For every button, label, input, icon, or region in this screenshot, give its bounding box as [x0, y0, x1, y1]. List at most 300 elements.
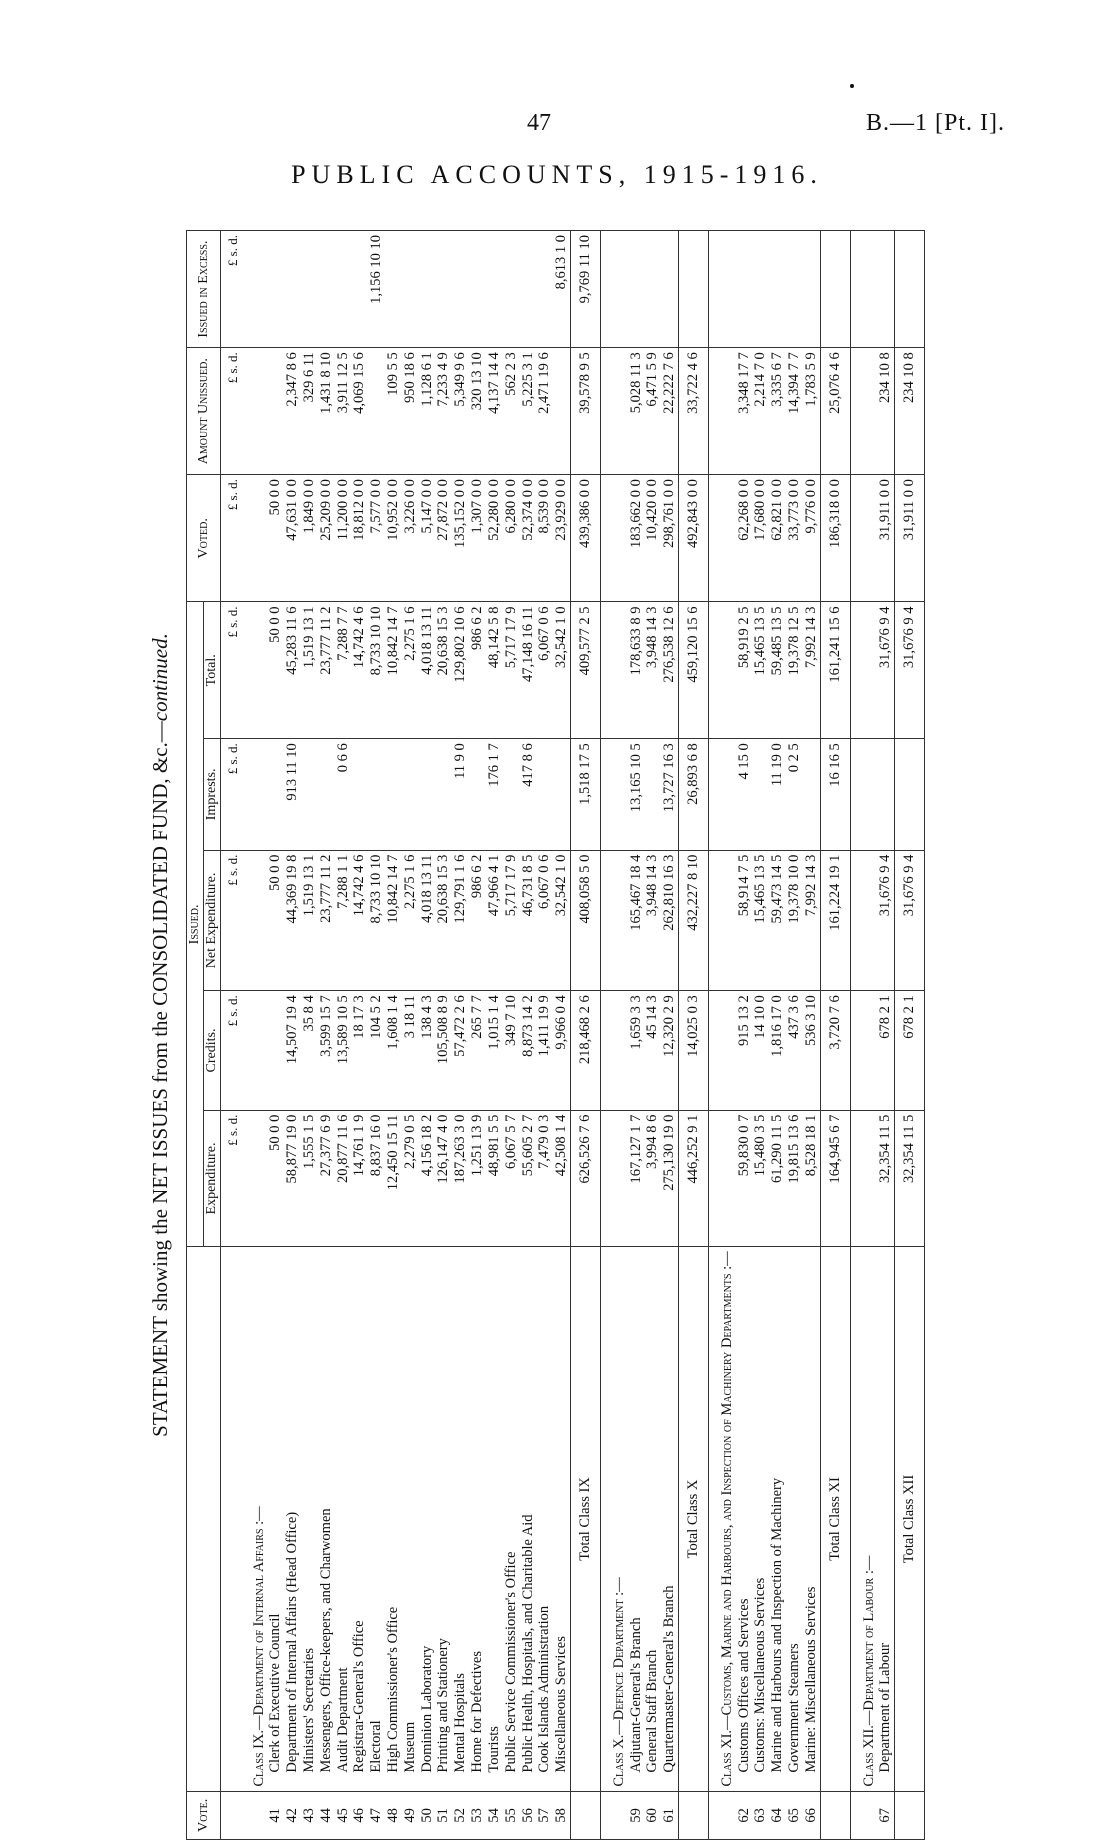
- amount-uns: 5,028 11 3: [628, 348, 645, 475]
- vote-description: Tourists: [486, 1247, 503, 1791]
- amount-imp: [877, 739, 894, 850]
- vote-number: 54: [486, 1791, 503, 1839]
- total-exc: [895, 231, 925, 348]
- amount-tot: 5,717 17 9: [503, 602, 520, 739]
- amount-exc: [301, 231, 318, 348]
- total-exp: 32,354 11 5: [895, 1110, 925, 1247]
- units-exp: £ s. d.: [221, 1110, 241, 1247]
- total-imp: 26,893 6 8: [679, 739, 709, 850]
- vote-description: Government Steamers: [786, 1247, 803, 1791]
- units-net: £ s. d.: [221, 850, 241, 991]
- heading-blank: [600, 1110, 627, 1247]
- amount-exc: [769, 231, 786, 348]
- vote-description: Public Health, Hospitals, and Charitable Aid: [520, 1247, 537, 1791]
- heading-blank: [241, 739, 268, 850]
- class-total-row: [570, 231, 600, 1840]
- total-vote: [895, 1791, 925, 1839]
- amount-vot: 5,147 0 0: [419, 475, 436, 602]
- heading-blank: [241, 348, 268, 475]
- amount-tot: 50 0 0: [267, 602, 284, 739]
- amount-vot: 23,929 0 0: [553, 475, 570, 602]
- amount-cred: 678 2 1: [877, 991, 894, 1110]
- total-net: 408,058 5 0: [570, 850, 600, 991]
- amount-exp: 32,354 11 5: [877, 1110, 894, 1247]
- amount-uns: 22,222 7 6: [661, 348, 678, 475]
- class-total-row: [895, 231, 925, 1840]
- heading-blank: [241, 1110, 268, 1247]
- amount-uns: 562 2 3: [503, 348, 520, 475]
- heading-vote: [708, 1791, 735, 1839]
- amount-uns: [553, 348, 570, 475]
- amount-tot: 48,142 5 8: [486, 602, 503, 739]
- units-vote: [221, 1791, 241, 1839]
- amount-uns: 320 13 10: [469, 348, 486, 475]
- amount-exp: 19,815 13 6: [786, 1110, 803, 1247]
- amount-vot: 33,773 0 0: [786, 475, 803, 602]
- heading-blank: [850, 348, 877, 475]
- page-title: PUBLIC ACCOUNTS, 1915-1916.: [291, 160, 823, 189]
- amount-exp: 275,130 19 0: [661, 1110, 678, 1247]
- amount-vot: 10,952 0 0: [385, 475, 402, 602]
- vote-description: Adjutant-General's Branch: [628, 1247, 645, 1791]
- class-heading: Class XI.—Customs, Marine and Harbours, and Inspection of Machinery Departments :—: [708, 1247, 735, 1791]
- amount-exc: 8,613 1 0: [553, 231, 570, 348]
- amount-tot: 276,538 12 6: [661, 602, 678, 739]
- table-row: [644, 231, 661, 1840]
- amount-exc: [318, 231, 335, 348]
- heading-blank: [708, 850, 735, 991]
- amount-tot: 59,485 13 5: [769, 602, 786, 739]
- amount-exc: 1,156 10 10: [368, 231, 385, 348]
- class-heading-row: [850, 231, 877, 1840]
- amount-vot: 31,911 0 0: [877, 475, 894, 602]
- table-row: [435, 231, 452, 1840]
- amount-cred: 18 17 3: [351, 991, 368, 1110]
- amount-net: 1,519 13 1: [301, 850, 318, 991]
- total-vot: 492,843 0 0: [679, 475, 709, 602]
- table-row: [368, 231, 385, 1840]
- total-exp: 446,252 9 1: [679, 1110, 709, 1247]
- heading-blank: [708, 602, 735, 739]
- amount-tot: 10,842 14 7: [385, 602, 402, 739]
- total-uns: 33,722 4 6: [679, 348, 709, 475]
- amount-imp: [385, 739, 402, 850]
- heading-blank: [708, 1110, 735, 1247]
- amount-net: 129,791 1 6: [452, 850, 469, 991]
- total-tot: 31,676 9 4: [895, 602, 925, 739]
- vote-number: 59: [628, 1791, 645, 1839]
- vote-number: 49: [402, 1791, 419, 1839]
- vote-description: Museum: [402, 1247, 419, 1791]
- heading-blank: [241, 991, 268, 1110]
- amount-vot: 11,200 0 0: [335, 475, 352, 602]
- vote-description: Ministers' Secretaries: [301, 1247, 318, 1791]
- heading-blank: [241, 850, 268, 991]
- amount-vot: 183,662 0 0: [628, 475, 645, 602]
- amount-vot: 7,577 0 0: [368, 475, 385, 602]
- amount-net: 262,810 16 3: [661, 850, 678, 991]
- table-row: [503, 231, 520, 1840]
- heading-blank: [600, 231, 627, 348]
- heading-blank: [850, 231, 877, 348]
- amount-cred: [267, 991, 284, 1110]
- total-exc: 9,769 11 10: [570, 231, 600, 348]
- amount-exc: [877, 231, 894, 348]
- amount-imp: 11 19 0: [769, 739, 786, 850]
- vote-description: Registrar-General's Office: [351, 1247, 368, 1791]
- vote-number: 64: [769, 1791, 786, 1839]
- col-voted: Voted.: [187, 475, 221, 602]
- vote-number: 58: [553, 1791, 570, 1839]
- table-row: [661, 231, 678, 1840]
- amount-cred: 12,320 2 9: [661, 991, 678, 1110]
- amount-uns: 2,347 8 6: [284, 348, 301, 475]
- amount-uns: [267, 348, 284, 475]
- amount-vot: 62,268 0 0: [736, 475, 753, 602]
- amount-tot: 7,992 14 3: [803, 602, 820, 739]
- units-imp: £ s. d.: [221, 739, 241, 850]
- total-cred: 14,025 0 3: [679, 991, 709, 1110]
- total-label: Total Class XI: [820, 1247, 850, 1791]
- heading-blank: [600, 991, 627, 1110]
- amount-vot: 62,821 0 0: [769, 475, 786, 602]
- amount-exp: 12,450 15 11: [385, 1110, 402, 1247]
- heading-blank: [600, 739, 627, 850]
- amount-net: 59,473 14 5: [769, 850, 786, 991]
- amount-uns: 6,471 5 9: [644, 348, 661, 475]
- table-row: [419, 231, 436, 1840]
- amount-tot: 19,378 12 5: [786, 602, 803, 739]
- table-row: [553, 231, 570, 1840]
- vote-number: 67: [877, 1791, 894, 1839]
- amount-exp: 4,156 18 2: [419, 1110, 436, 1247]
- units-exc: £ s. d.: [221, 231, 241, 348]
- amount-uns: 4,069 15 6: [351, 348, 368, 475]
- amount-net: 8,733 10 10: [368, 850, 385, 991]
- amount-cred: 3,599 15 7: [318, 991, 335, 1110]
- amount-exc: [786, 231, 803, 348]
- amount-tot: 7,288 7 7: [335, 602, 352, 739]
- heading-blank: [708, 231, 735, 348]
- heading-blank: [708, 991, 735, 1110]
- amount-vot: 25,209 0 0: [318, 475, 335, 602]
- amount-exc: [628, 231, 645, 348]
- total-vot: 439,386 0 0: [570, 475, 600, 602]
- amount-imp: [644, 739, 661, 850]
- class-total-row: [820, 231, 850, 1840]
- amount-exp: 50 0 0: [267, 1110, 284, 1247]
- amount-vot: 9,776 0 0: [803, 475, 820, 602]
- amount-imp: 176 1 7: [486, 739, 503, 850]
- vote-description: Cook Islands Administration: [536, 1247, 553, 1791]
- amount-tot: 58,919 2 5: [736, 602, 753, 739]
- amount-tot: 31,676 9 4: [877, 602, 894, 739]
- heading-vote: [600, 1791, 627, 1839]
- amount-tot: 15,465 13 5: [752, 602, 769, 739]
- heading-vote: [850, 1791, 877, 1839]
- table-row: [351, 231, 368, 1840]
- vote-number: 47: [368, 1791, 385, 1839]
- class-heading-row: [708, 231, 735, 1840]
- amount-uns: 234 10 8: [877, 348, 894, 475]
- amount-tot: 14,742 4 6: [351, 602, 368, 739]
- amount-exc: [803, 231, 820, 348]
- amount-exc: [520, 231, 537, 348]
- total-exp: 626,526 7 6: [570, 1110, 600, 1247]
- amount-cred: 1,659 3 3: [628, 991, 645, 1110]
- amount-vot: 27,872 0 0: [435, 475, 452, 602]
- amount-imp: [351, 739, 368, 850]
- amount-net: 31,676 9 4: [877, 850, 894, 991]
- table-row: [284, 231, 301, 1840]
- amount-cred: 105,508 8 9: [435, 991, 452, 1110]
- amount-imp: [301, 739, 318, 850]
- units-desc: [221, 1247, 241, 1791]
- heading-blank: [708, 475, 735, 602]
- heading-blank: [850, 850, 877, 991]
- amount-imp: [553, 739, 570, 850]
- amount-net: 19,378 10 0: [786, 850, 803, 991]
- amount-exp: 14,761 1 9: [351, 1110, 368, 1247]
- amount-cred: 35 8 4: [301, 991, 318, 1110]
- col-issued: Issued.: [187, 602, 204, 1247]
- amount-exp: 1,251 13 9: [469, 1110, 486, 1247]
- amount-net: 32,542 1 0: [553, 850, 570, 991]
- vote-number: 52: [452, 1791, 469, 1839]
- vote-description: Audit Department: [335, 1247, 352, 1791]
- amount-exc: [335, 231, 352, 348]
- heading-blank: [600, 602, 627, 739]
- units-vot: £ s. d.: [221, 475, 241, 602]
- amount-uns: 2,214 7 0: [752, 348, 769, 475]
- amount-exc: [402, 231, 419, 348]
- amount-net: 20,638 15 3: [435, 850, 452, 991]
- table-row: [536, 231, 553, 1840]
- vote-number: 45: [335, 1791, 352, 1839]
- amount-cred: 138 4 3: [419, 991, 436, 1110]
- amount-uns: 329 6 11: [301, 348, 318, 475]
- amount-tot: 45,283 11 6: [284, 602, 301, 739]
- amount-exc: [385, 231, 402, 348]
- vote-description: Department of Labour: [877, 1247, 894, 1791]
- amount-uns: 3,348 17 7: [736, 348, 753, 475]
- total-vot: 186,318 0 0: [820, 475, 850, 602]
- amount-uns: 1,783 5 9: [803, 348, 820, 475]
- amount-exc: [644, 231, 661, 348]
- table-row: [628, 231, 645, 1840]
- table-row: [469, 231, 486, 1840]
- table-row: [385, 231, 402, 1840]
- amount-uns: 1,128 6 1: [419, 348, 436, 475]
- class-heading-row: [241, 231, 268, 1840]
- amount-imp: [803, 739, 820, 850]
- amount-tot: 4,018 13 11: [419, 602, 436, 739]
- vote-description: Mental Hospitals: [452, 1247, 469, 1791]
- amount-exc: [351, 231, 368, 348]
- heading-blank: [600, 475, 627, 602]
- amount-net: 4,018 13 11: [419, 850, 436, 991]
- amount-exp: 58,877 19 0: [284, 1110, 301, 1247]
- class-heading-row: [600, 231, 627, 1840]
- amount-imp: 0 6 6: [335, 739, 352, 850]
- vote-number: 65: [786, 1791, 803, 1839]
- amount-exc: [503, 231, 520, 348]
- vote-number: 53: [469, 1791, 486, 1839]
- table-row: [803, 231, 820, 1840]
- units-uns: £ s. d.: [221, 348, 241, 475]
- amount-exc: [284, 231, 301, 348]
- amount-imp: [419, 739, 436, 850]
- amount-imp: 0 2 5: [786, 739, 803, 850]
- amount-exp: 1,555 1 5: [301, 1110, 318, 1247]
- amount-cred: 915 13 2: [736, 991, 753, 1110]
- amount-exc: [536, 231, 553, 348]
- vote-description: Quartermaster-General's Branch: [661, 1247, 678, 1791]
- amount-vot: 298,761 0 0: [661, 475, 678, 602]
- amount-net: 7,288 1 1: [335, 850, 352, 991]
- class-heading: Class IX.—Department of Internal Affairs :—: [241, 1247, 268, 1791]
- amount-exp: 55,605 2 7: [520, 1110, 537, 1247]
- amount-net: 47,966 4 1: [486, 850, 503, 991]
- heading-blank: [708, 739, 735, 850]
- heading-blank: [850, 602, 877, 739]
- statement-title: STATEMENT showing the NET ISSUES from the CONSOLIDATED FUND, &c.—continued.: [148, 633, 172, 1437]
- amount-cred: 349 7 10: [503, 991, 520, 1110]
- vote-number: 51: [435, 1791, 452, 1839]
- amount-uns: 5,349 9 6: [452, 348, 469, 475]
- heading-vote: [241, 1791, 268, 1839]
- page-number: 47: [527, 110, 551, 136]
- amount-vot: 1,307 0 0: [469, 475, 486, 602]
- units-cred: £ s. d.: [221, 991, 241, 1110]
- amount-exp: 20,877 11 6: [335, 1110, 352, 1247]
- amount-tot: 1,519 13 1: [301, 602, 318, 739]
- amount-exp: 59,830 0 7: [736, 1110, 753, 1247]
- total-net: 161,224 19 1: [820, 850, 850, 991]
- class-total-row: [679, 231, 709, 1840]
- amount-tot: 986 6 2: [469, 602, 486, 739]
- total-tot: 409,577 2 5: [570, 602, 600, 739]
- total-exp: 164,945 6 7: [820, 1110, 850, 1247]
- amount-cred: 14 10 0: [752, 991, 769, 1110]
- amount-tot: 6,067 0 6: [536, 602, 553, 739]
- amount-exc: [736, 231, 753, 348]
- vote-number: 63: [752, 1791, 769, 1839]
- col-expenditure: Expenditure.: [204, 1110, 221, 1247]
- amount-imp: [267, 739, 284, 850]
- rotated-statement: [148, 230, 968, 1840]
- amount-uns: 109 5 5: [385, 348, 402, 475]
- table-row: [452, 231, 469, 1840]
- vote-description: Home for Defectives: [469, 1247, 486, 1791]
- amount-net: 14,742 4 6: [351, 850, 368, 991]
- vote-number: 46: [351, 1791, 368, 1839]
- amount-cred: 536 3 10: [803, 991, 820, 1110]
- amount-exp: 42,508 1 4: [553, 1110, 570, 1247]
- amount-exc: [661, 231, 678, 348]
- amount-net: 50 0 0: [267, 850, 284, 991]
- amount-imp: 4 15 0: [736, 739, 753, 850]
- amount-cred: 265 7 7: [469, 991, 486, 1110]
- vote-description: Marine: Miscellaneous Services: [803, 1247, 820, 1791]
- amount-vot: 135,152 0 0: [452, 475, 469, 602]
- heading-blank: [850, 475, 877, 602]
- amount-imp: [435, 739, 452, 850]
- table-row: [752, 231, 769, 1840]
- total-imp: [895, 739, 925, 850]
- vote-description: Public Service Commissioner's Office: [503, 1247, 520, 1791]
- table-row: [301, 231, 318, 1840]
- total-tot: 459,120 15 6: [679, 602, 709, 739]
- amount-cred: 57,472 2 6: [452, 991, 469, 1110]
- total-exc: [820, 231, 850, 348]
- amount-imp: [368, 739, 385, 850]
- vote-description: Customs Offices and Services: [736, 1247, 753, 1791]
- accounts-table: [186, 230, 925, 1840]
- vote-description: Department of Internal Affairs (Head Office): [284, 1247, 301, 1791]
- amount-tot: 2,275 1 6: [402, 602, 419, 739]
- amount-imp: [536, 739, 553, 850]
- vote-description: Clerk of Executive Council: [267, 1247, 284, 1791]
- amount-imp: 11 9 0: [452, 739, 469, 850]
- total-vot: 31,911 0 0: [895, 475, 925, 602]
- vote-number: 48: [385, 1791, 402, 1839]
- amount-uns: 950 18 6: [402, 348, 419, 475]
- amount-exp: 167,127 1 7: [628, 1110, 645, 1247]
- total-vote: [679, 1791, 709, 1839]
- amount-imp: [318, 739, 335, 850]
- amount-vot: 10,420 0 0: [644, 475, 661, 602]
- amount-exc: [469, 231, 486, 348]
- amount-uns: 2,471 19 6: [536, 348, 553, 475]
- amount-net: 6,067 0 6: [536, 850, 553, 991]
- amount-imp: [503, 739, 520, 850]
- amount-uns: 7,233 4 9: [435, 348, 452, 475]
- total-cred: 3,720 7 6: [820, 991, 850, 1110]
- amount-exc: [267, 231, 284, 348]
- amount-cred: 3 18 11: [402, 991, 419, 1110]
- units-tot: £ s. d.: [221, 602, 241, 739]
- col-credits: Credits.: [204, 991, 221, 1110]
- amount-net: 5,717 17 9: [503, 850, 520, 991]
- total-uns: 234 10 8: [895, 348, 925, 475]
- amount-uns: 3,911 12 5: [335, 348, 352, 475]
- amount-uns: 3,335 6 7: [769, 348, 786, 475]
- total-vote: [570, 1791, 600, 1839]
- amount-exp: 15,480 3 5: [752, 1110, 769, 1247]
- amount-exp: 6,067 5 7: [503, 1110, 520, 1247]
- vote-description: Dominion Laboratory: [419, 1247, 436, 1791]
- amount-uns: 1,431 8 10: [318, 348, 335, 475]
- amount-tot: 32,542 1 0: [553, 602, 570, 739]
- amount-net: 23,777 11 2: [318, 850, 335, 991]
- total-imp: 1,518 17 5: [570, 739, 600, 850]
- page-reference: B.—1 [Pt. I].: [866, 110, 1005, 136]
- amount-exc: [752, 231, 769, 348]
- vote-number: 60: [644, 1791, 661, 1839]
- heading-blank: [241, 475, 268, 602]
- amount-cred: 1,608 1 4: [385, 991, 402, 1110]
- col-excess: Issued in Excess.: [187, 231, 221, 348]
- amount-exp: 2,279 0 5: [402, 1110, 419, 1247]
- col-unissued: Amount Unissued.: [187, 348, 221, 475]
- total-vote: [820, 1791, 850, 1839]
- total-label: Total Class IX: [570, 1247, 600, 1791]
- amount-cred: 13,589 10 5: [335, 991, 352, 1110]
- heading-blank: [850, 1110, 877, 1247]
- amount-uns: [368, 348, 385, 475]
- heading-blank: [600, 348, 627, 475]
